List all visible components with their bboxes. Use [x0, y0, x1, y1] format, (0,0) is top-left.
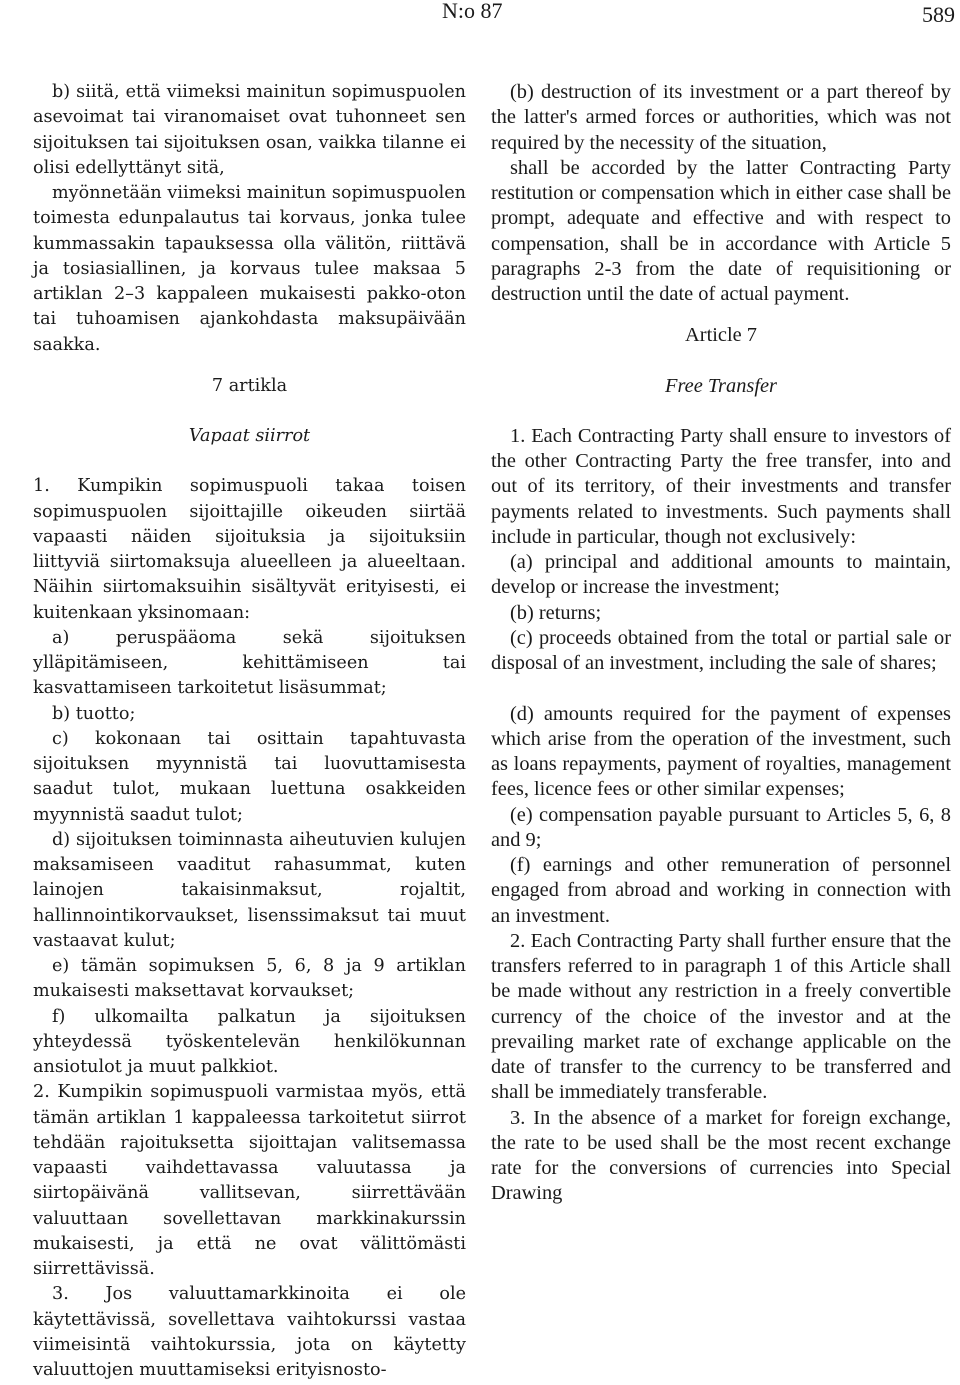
fi-item-c: c) kokonaan tai osittain tapahtuvasta sijoituksen myynnistä tai luovuttamisesta saadut tulot, mukaan luettuna osakkeiden myynnistä saadut tulot;: [33, 728, 466, 825]
fi-item-b: b) tuotto;: [52, 703, 136, 724]
page-header: [0, 0, 960, 30]
fi-item-d: d) sijoituksen toiminnasta aiheutuvien kulujen maksamiseen vaaditut rahasummat, kuten lainojen takaisinmaksut, rojaltit, hallinnointikorvaukset, lisenssimaksut tai muut vastaavat kulut;: [33, 829, 466, 951]
en-item-a: (a) principal and additional amounts to maintain, develop or increase the investment;: [491, 551, 951, 599]
fi-article-heading: 7 artikla: [211, 375, 288, 396]
fi-paragraph-3: 3. Jos valuuttamarkkinoita ei ole käytettävissä, sovellettava vaihtokurssi vastaa viimeisintä vaihtokurssia, jota on käytetty valuuttojen muuttamiseksi erityisnosto-: [33, 1284, 466, 1380]
en-item-b: (b) returns;: [510, 601, 602, 624]
fi-paragraph-1: 1. Kumpikin sopimuspuoli takaa toisen sopimuspuolen sijoittajille oikeuden siirtää vapaasti näiden sijoituksia ja sijoituksiin liittyviä siirtomaksuja alueelleen ja alueeltaan. Näihin siirtomaksuihin sisältyvät erityisesti, ei kuitenkaan yksinomaan:: [33, 476, 466, 623]
en-article-heading: Article 7: [685, 324, 757, 347]
en-item-e: (e) compensation payable pursuant to Articles 5, 6, 8 and 9;: [491, 803, 951, 851]
fi-paragraph-restitution: myönnetään viimeksi mainitun sopimuspuolen toimesta edunpalautus tai korvaus, jonka tulee kummassakin tapauksessa olla välitön, riittävä ja tosiasiallinen, ja korvaus tulee maksaa 5 artiklan 2–3 kappaleen mukaisesti pakko-oton tai tuhoamisen ajankohdasta maksupäivään saakka.: [33, 183, 466, 355]
english-column: [491, 80, 951, 1207]
en-paragraph-restitution: shall be accorded by the latter Contracting Party restitution or compensation which in either case shall be prompt, adequate and effective and with respect to compensation, shall be in accordance with Article 5 paragraphs 2-3 from the date of requisitioning or destruction until the date of actual payment.: [491, 156, 951, 305]
page-number: 589: [922, 2, 955, 27]
fi-article-title: Vapaat siirrot: [188, 426, 311, 446]
en-item-f: (f) earnings and other remuneration of personnel engaged from abroad and working in connection with an investment.: [491, 854, 951, 927]
finnish-column: [33, 80, 466, 1383]
en-paragraph-2: 2. Each Contracting Party shall further ensure that the transfers referred to in paragraph 1 of this Article shall be made without any restriction in a freely convertible currency of the choice of the investor and at the prevailing market rate of exchange applicable on the date of transfer to the currency to be transferred and shall be immediately transferable.: [491, 929, 951, 1104]
en-spacer: [491, 676, 951, 701]
en-paragraph-1: 1. Each Contracting Party shall ensure to investors of the other Contracting Party the free transfer, into and out of its territory, of their investments and transfer payments related to investments. Such payments shall include in particular, though not exclusively:: [491, 424, 951, 548]
en-article-title: Free Transfer: [665, 374, 777, 397]
fi-item-e: e) tämän sopimuksen 5, 6, 8 ja 9 artiklan mukaisesti maksettavat korvaukset;: [33, 956, 466, 1002]
en-item-d: (d) amounts required for the payment of expenses which arise from the operation of the investment, such as loans repayments, payment of royalties, management fees, licence fees or other similar expenses;: [491, 702, 951, 801]
fi-item-a: a) peruspääoma sekä sijoituksen ylläpitämiseen, kehittämiseen tai kasvattamiseen tarkoitetut lisäsummat;: [33, 627, 466, 699]
fi-item-f: f) ulkomailta palkatun ja sijoituksen yhteydessä työskentelevän henkilökunnan ansiotulot ja muut palkkiot.: [33, 1006, 466, 1077]
en-item-c: (c) proceeds obtained from the total or partial sale or disposal of an investment, including the sale of shares;: [491, 626, 951, 674]
fi-paragraph-b: b) siitä, että viimeksi mainitun sopimuspuolen asevoimat tai viranomaiset ovat tuhonneet sen sijoituksen tai sijoituksen osan, vaikka tilanne ei olisi edellyttänyt sitä,: [33, 82, 466, 178]
en-paragraph-3: 3. In the absence of a market for foreign exchange, the rate to be used shall be the most recent exchange rate for the conversions of currencies into Special Drawing: [491, 1106, 951, 1205]
journal-number: N:o 87: [442, 0, 503, 23]
en-paragraph-b: (b) destruction of its investment or a part thereof by the latter's armed forces or authorities, which was not required by the necessity of the situation,: [491, 81, 951, 154]
fi-paragraph-2: 2. Kumpikin sopimuspuoli varmistaa myös, että tämän artiklan 1 kappaleessa tarkoitetut siirrot tehdään rajoituksetta sijoittajan valitsemassa vapaasti vaihdettavassa valuutassa ja siirtopäivänä vallitsevan, siirrettävään valuuttaan sovellettavan markkinakurssin mukaisesti, ja että ne ovat välittömästi siirrettävissä.: [33, 1082, 466, 1279]
